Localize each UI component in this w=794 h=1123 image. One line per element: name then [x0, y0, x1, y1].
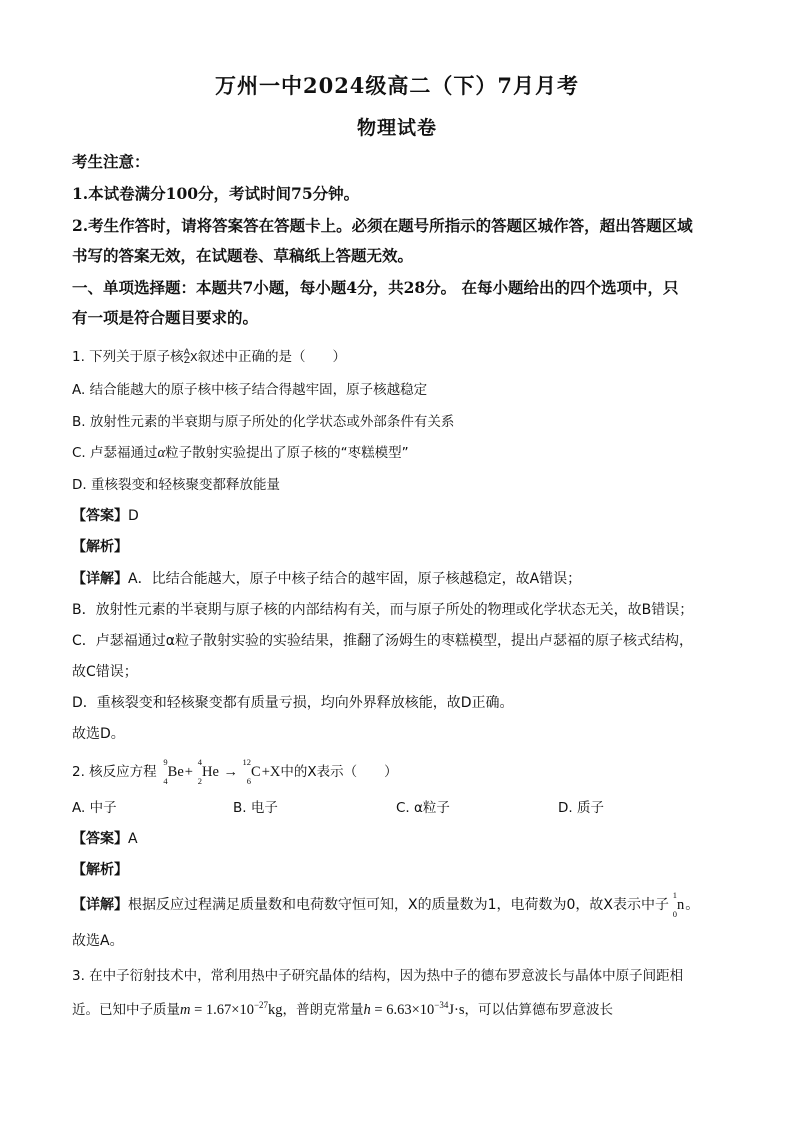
notice-heading: 考生注意： — [72, 152, 150, 171]
q1-detail-2: B．放射性元素的半衰期与原子核的内部结构有关，而与原子所处的物理或化学状态无关，故B错误； — [72, 602, 694, 618]
q1-option-a: A. 结合能越大的原子核中核子结合得越牢固，原子核越稳定 — [72, 382, 428, 398]
q3-line-2: 近。已知中子质量$m = 1.67\times 10^{-27}kg$，普朗克常量$h = 6.63\times 10^{-34}J\cdot s$，可以估算德布罗意波长 — [72, 1000, 613, 1018]
nuclide-symbol-icon-sub: Z — [183, 356, 191, 366]
q2-analysis-label: 【解析】 — [72, 862, 128, 878]
q2-conclusion: 故选A。 — [72, 933, 124, 949]
q1-detail-4: 故C错误； — [72, 664, 138, 680]
q1-detail-5: D．重核裂变和轻核聚变都有质量亏损，均向外界释放核能，故D正确。 — [72, 695, 514, 711]
q2-stem: 2. 核反应方程 9 4 Be+ 4 2 He → 12 6 C+X中的X表示（ ） — [72, 757, 398, 786]
planck-constant-formula: $h = 6.63\times 10^{-34}J\cdot s$ — [363, 1000, 465, 1018]
q2-option-b: B. 电子 — [233, 800, 278, 816]
q1-detail-1: 【详解】A．比结合能越大，原子中核子结合的越牢固，原子核越稳定，故A错误； — [72, 571, 582, 587]
q2-option-d: D. 质子 — [558, 800, 604, 816]
notice-item-2-line-2: 书写的答案无效，在试题卷、草稿纸上答题无效。 — [72, 246, 414, 265]
q1-analysis-label: 【解析】 — [72, 539, 128, 555]
notice-item-1: 1.本试卷满分100分，考试时间75分钟。 — [72, 184, 360, 203]
section-1-line-2: 有一项是符合题目要求的。 — [72, 308, 259, 327]
nuclide-symbol-icon: A — [183, 348, 190, 358]
q1-detail-3: C．卢瑟福通过α粒子散射实验的实验结果，推翻了汤姆生的枣糕模型，提出卢瑟福的原子核式结构， — [72, 633, 694, 649]
q3-line-1: 3. 在中子衍射技术中，常利用热中子研究晶体的结构，因为热中子的德布罗意波长与晶体中原子间距相 — [72, 968, 684, 984]
q1-conclusion: 故选D。 — [72, 726, 125, 742]
notice-item-2-line-1: 2.考生作答时，请将答案答在答题卡上。必须在题号所指示的答题区城作答，超出答题区域 — [72, 216, 693, 235]
nuclear-equation: 9 4 Be+ 4 2 He → 12 6 C+X — [163, 757, 281, 786]
page-title: 万州一中2024级高二（下）7月月考 — [214, 73, 580, 98]
neutron-symbol: 1 0 n — [672, 890, 685, 919]
neutron-mass-formula: $m = 1.67\times 10^{-27}kg$ — [180, 1000, 283, 1018]
q1-option-b: B. 放射性元素的半衰期与原子所处的化学状态或外部条件有关系 — [72, 414, 455, 430]
q2-option-c: C. α粒子 — [396, 800, 450, 816]
q1-stem: 1. 下列关于原子核$^A$ZX叙述中正确的是（ ） — [72, 348, 347, 366]
q2-answer: 【答案】A — [72, 831, 138, 847]
q2-option-a: A. 中子 — [72, 800, 117, 816]
arrow-right-icon: → — [223, 764, 239, 780]
q2-detail-1: 【详解】根据反应过程满足质量数和电荷数守恒可知，X的质量数为1，电荷数为0，故X表示中子 1 0 n。 — [72, 890, 700, 919]
q1-answer: 【答案】D — [72, 508, 139, 524]
q1-option-c: C. 卢瑟福通过α粒子散射实验提出了原子核的“枣糕模型” — [72, 445, 409, 461]
page-subtitle: 物理试卷 — [356, 117, 437, 139]
q1-option-d: D. 重核裂变和轻核聚变都释放能量 — [72, 477, 280, 493]
section-1-line-1: 一、单项选择题：本题共7小题，每小题4分，共28分。 在每小题给出的四个选项中，只 — [72, 278, 679, 297]
